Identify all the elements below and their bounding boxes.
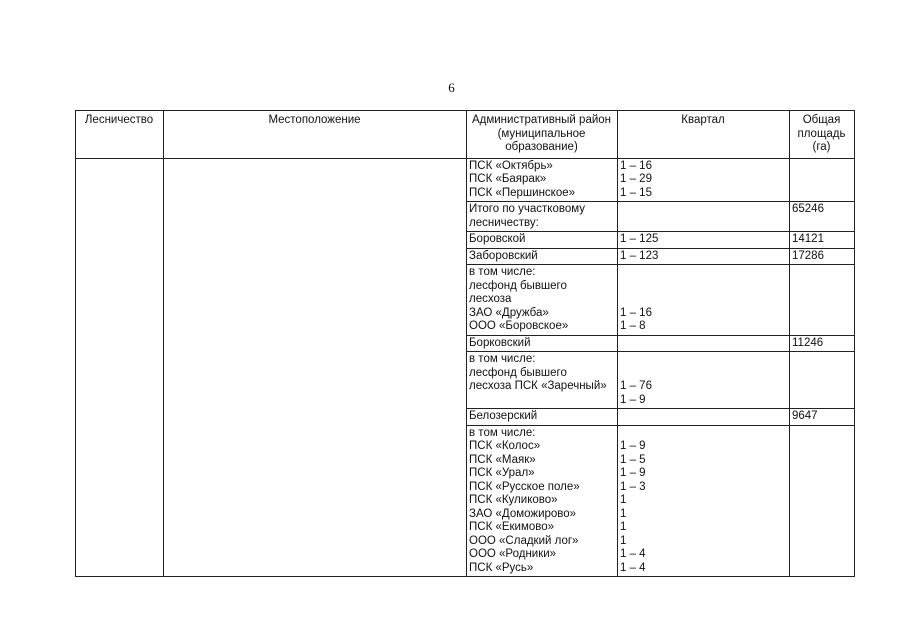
district-cell xyxy=(467,158,618,202)
quarter-cell-line: 1 – 4 xyxy=(620,561,646,574)
district-cell-line: в том числе: xyxy=(469,353,536,365)
district-cell-line: ПСК «Урал» xyxy=(469,467,535,479)
district-cell xyxy=(467,202,618,232)
district-cell xyxy=(467,265,618,336)
district-cell-line: Итого по участковому xyxy=(469,203,586,215)
table-row xyxy=(76,158,855,202)
district-cell-line: Боровской xyxy=(469,233,526,245)
district-cell-line: лесхоза ПСК «Заречный» xyxy=(469,380,607,392)
header-ploshad-line: (га) xyxy=(812,141,831,153)
area-cell xyxy=(790,158,855,202)
quarter-cell-line xyxy=(620,353,786,367)
mestopolozhenie-cell xyxy=(164,158,467,577)
district-cell-line: Белозерский xyxy=(469,410,538,422)
quarter-cell xyxy=(618,409,790,426)
quarter-cell-line: 1 – 16 xyxy=(620,159,652,172)
district-cell-line: ООО «Сладкий лог» xyxy=(469,534,579,547)
quarter-cell xyxy=(618,232,790,249)
district-cell-line: в том числе: xyxy=(469,426,536,439)
header-admin-rayon-line: (муниципальное xyxy=(497,127,586,140)
quarter-cell-line: 1 – 15 xyxy=(620,186,652,199)
district-cell-line: ПСК «Маяк» xyxy=(469,453,536,466)
quarter-cell-line: 1 – 16 xyxy=(620,306,652,319)
header-ploshad-line: Общая xyxy=(802,114,841,126)
quarter-cell xyxy=(618,425,790,577)
district-cell-line: ООО «Родники» xyxy=(469,548,557,560)
quarter-cell-line: 1 xyxy=(620,534,627,547)
area-cell xyxy=(790,352,855,409)
district-cell-line: ПСК «Першинское» xyxy=(469,186,576,199)
quarter-cell-line: 1 – 3 xyxy=(620,480,646,493)
district-cell xyxy=(467,409,618,426)
area-cell: 65246 xyxy=(790,202,855,232)
quarter-cell-line: 1 – 76 xyxy=(620,380,652,392)
quarter-cell-line: 1 – 123 xyxy=(620,249,659,262)
quarter-cell-line: 1 xyxy=(620,507,627,520)
header-ploshad xyxy=(790,111,855,159)
quarter-cell-line: 1 xyxy=(620,521,627,533)
quarter-cell-line xyxy=(620,293,786,307)
quarter-cell xyxy=(618,202,790,232)
header-mestopolozhenie: Местоположение xyxy=(164,111,467,159)
quarter-cell-line: 1 – 5 xyxy=(620,453,646,466)
district-cell-line: ПСК «Екимово» xyxy=(469,521,555,533)
district-cell xyxy=(467,335,618,352)
district-cell xyxy=(467,352,618,409)
header-kvartal: Квартал xyxy=(618,111,790,159)
district-cell xyxy=(467,425,618,577)
district-cell-line: ООО «Боровское» xyxy=(469,320,569,332)
quarter-cell-line: 1 – 8 xyxy=(620,320,646,332)
area-cell: 9647 xyxy=(790,409,855,426)
district-cell-line: ЗАО «Дружба» xyxy=(469,306,549,319)
district-cell-line: ПСК «Русь» xyxy=(469,561,534,574)
district-cell-line: лесфонд бывшего xyxy=(469,366,567,379)
district-cell xyxy=(467,248,618,265)
quarter-cell-line: 1 xyxy=(620,494,627,506)
district-cell-line: ПСК «Колос» xyxy=(469,440,541,452)
quarter-cell-line: 1 – 29 xyxy=(620,173,652,185)
header-lesnichestvo: Лесничество xyxy=(76,111,164,159)
district-cell-line: ПСК «Русское поле» xyxy=(469,480,580,493)
area-cell: 14121 xyxy=(790,232,855,249)
district-cell-line xyxy=(469,394,614,408)
district-cell-line: лесхоза xyxy=(469,293,512,305)
quarter-cell-line: 1 – 9 xyxy=(620,393,646,406)
district-cell-line: Борковский xyxy=(469,336,531,349)
table-header-row xyxy=(76,111,855,159)
district-cell-line: ПСК «Баярак» xyxy=(469,173,547,185)
area-cell xyxy=(790,265,855,336)
quarter-cell-line xyxy=(620,427,786,441)
header-admin-rayon-line: Административный район xyxy=(471,114,612,126)
page-number: 6 xyxy=(448,80,455,95)
header-admin-rayon-line: образование) xyxy=(505,141,578,153)
quarter-cell-line: 1 – 125 xyxy=(620,233,659,245)
quarter-cell-line: 1 – 4 xyxy=(620,548,646,560)
district-cell-line: лесничеству: xyxy=(469,216,539,229)
district-cell xyxy=(467,232,618,249)
quarter-cell xyxy=(618,335,790,352)
header-admin-rayon xyxy=(467,111,618,159)
quarter-cell xyxy=(618,265,790,336)
district-cell-line: в том числе: xyxy=(469,266,536,278)
lesnichestvo-cell xyxy=(76,158,164,577)
area-cell: 11246 xyxy=(790,335,855,352)
district-cell-line: ПСК «Октябрь» xyxy=(469,159,553,172)
district-cell-line: лесфонд бывшего xyxy=(469,279,567,292)
quarter-cell xyxy=(618,158,790,202)
table-body xyxy=(76,158,855,577)
area-cell xyxy=(790,425,855,577)
quarter-cell-line: 1 – 9 xyxy=(620,467,646,479)
area-cell: 17286 xyxy=(790,248,855,265)
forestry-table xyxy=(75,110,855,577)
header-ploshad-line: площадь xyxy=(797,127,846,140)
quarter-cell xyxy=(618,352,790,409)
quarter-cell-line xyxy=(620,367,786,381)
district-cell-line: Заборовский xyxy=(469,249,538,262)
district-cell-line: ПСК «Куликово» xyxy=(469,494,558,506)
quarter-cell-line xyxy=(620,266,786,280)
district-cell-line: ЗАО «Доможирово» xyxy=(469,507,577,520)
quarter-cell-line xyxy=(620,280,786,294)
quarter-cell xyxy=(618,248,790,265)
quarter-cell-line: 1 – 9 xyxy=(620,440,646,452)
